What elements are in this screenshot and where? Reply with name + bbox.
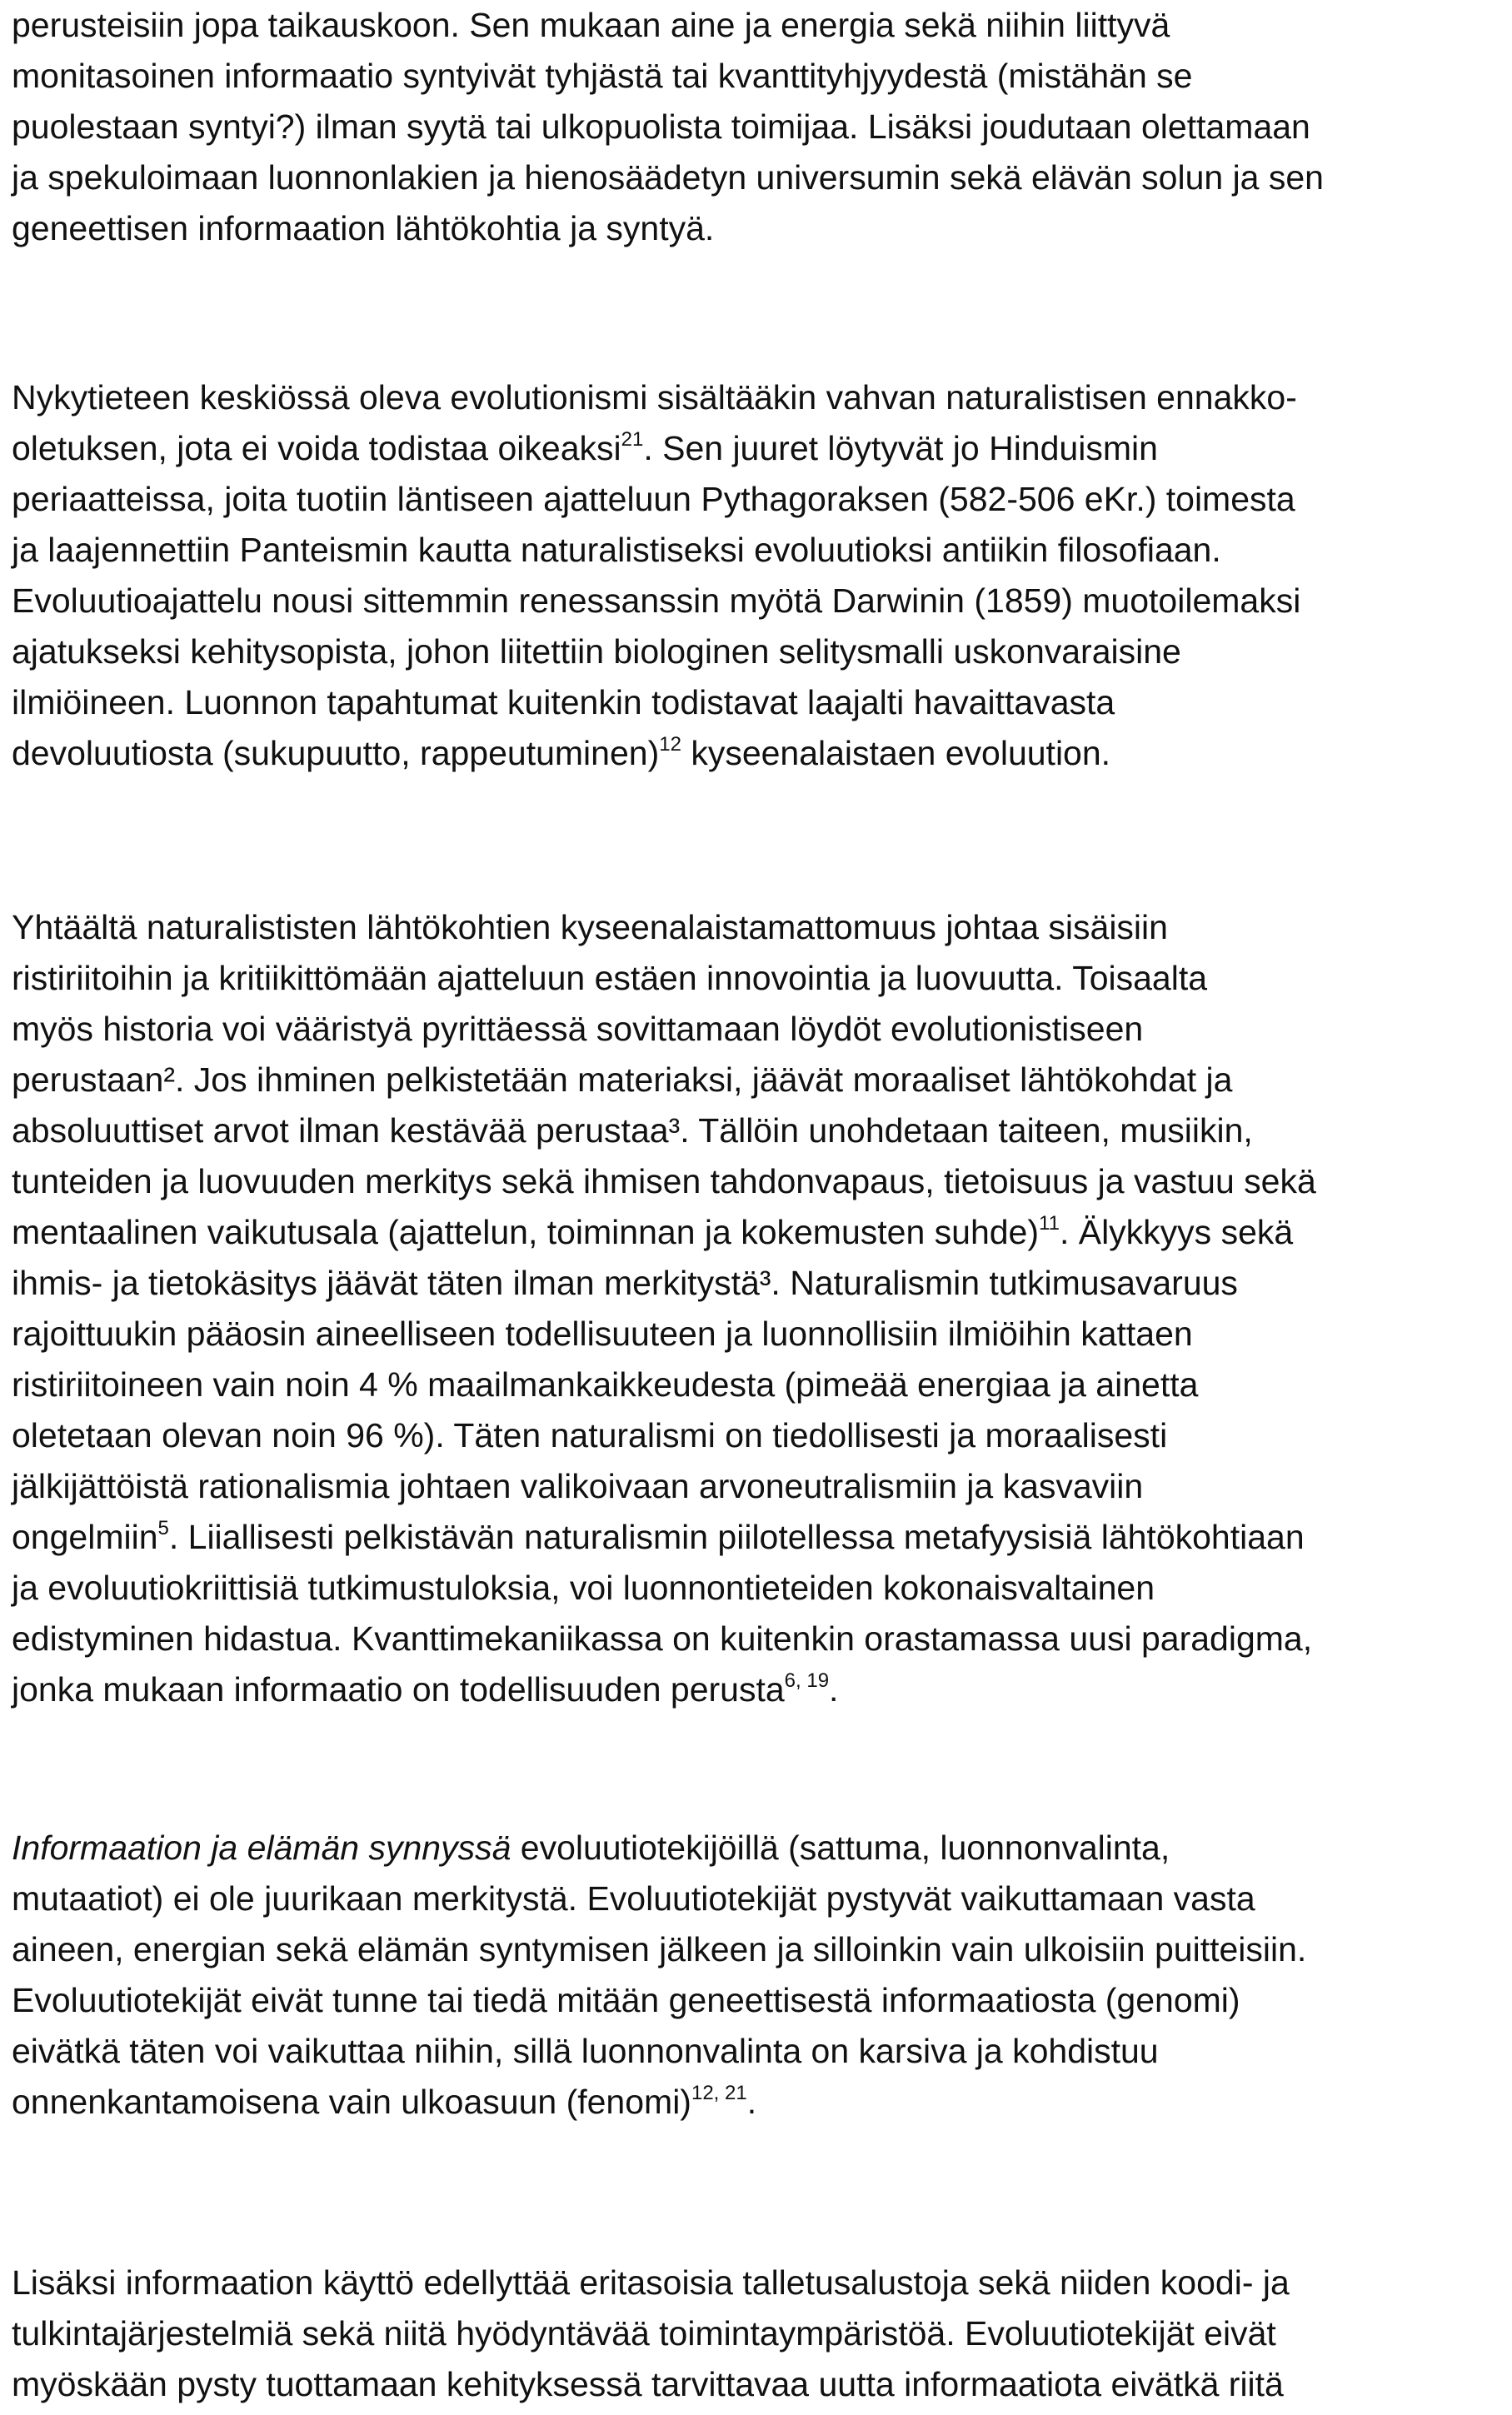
text-line: tulkintajärjestelmiä sekä niitä hyödyntävää toimintaympäristöä. Evoluutiotekijät eivät: [12, 2314, 1276, 2353]
text-line: ajatukseksi kehitysopista, johon liitettiin biologinen selitysmalli uskonvaraisine: [12, 632, 1181, 671]
text-line: aineen, energian sekä elämän syntymisen jälkeen ja silloinkin vain ulkoisiin puitteisiin.: [12, 1930, 1307, 1968]
text-segment: devoluutiosta (sukupuutto, rappeutuminen): [12, 734, 660, 772]
text-line: [12, 423, 1300, 474]
text-line: eivätkä täten voi vaikuttaa niihin, sillä luonnonvalinta on karsiva ja kohdistuu: [12, 2032, 1159, 2070]
text-line: monitasoinen informaatio syntyivät tyhjästä tai kvanttityhjyydestä (mistähän se: [12, 57, 1193, 95]
text-line: ilmiöineen. Luonnon tapahtumat kuitenkin todistavat laajalti havaittavasta: [12, 683, 1115, 721]
text-line: tunteiden ja luovuuden merkitys sekä ihmisen tahdonvapaus, tietoisuus ja vastuu sekä: [12, 1162, 1316, 1200]
text-line: periaatteissa, joita tuotiin läntiseen ajatteluun Pythagoraksen (582-506 eKr.) toimesta: [12, 480, 1295, 518]
text-line: [12, 1512, 1316, 1563]
text-line: ihmis- ja tietokäsitys jäävät täten ilman merkitystä³. Naturalismin tutkimusavaruus: [12, 1264, 1238, 1302]
footnote-reference: 5: [157, 1517, 169, 1539]
text-line: [12, 1664, 1316, 1715]
text-segment: ongelmiin: [12, 1518, 158, 1556]
text-segment: . Älykkyys sekä: [1059, 1213, 1294, 1251]
text-line: [12, 1823, 1306, 1874]
text-segment: . Sen juuret löytyvät jo Hinduismin: [643, 429, 1158, 467]
text-line: puolestaan syntyi?) ilman syytä tai ulkopuolista toimijaa. Lisäksi joudutaan olettamaan: [12, 107, 1310, 146]
text-line: jälkijättöistä rationalismia johtaen valikoivaan arvoneutralismiin ja kasvaviin: [12, 1467, 1144, 1505]
paragraph-4: [12, 1823, 1306, 2128]
footnote-reference: 11: [1039, 1212, 1060, 1235]
text-segment: .: [829, 1670, 839, 1709]
paragraph-3: [12, 902, 1316, 1715]
text-line: Evoluutiotekijät eivät tunne tai tiedä mitään geneettisestä informaatiosta (genomi): [12, 1981, 1240, 2019]
text-line: mutaatiot) ei ole juurikaan merkitystä. Evoluutiotekijät pystyvät vaikuttamaan vasta: [12, 1879, 1255, 1918]
text-line: [12, 2077, 1306, 2128]
text-line: ja laajennettiin Panteismin kautta naturalistiseksi evoluutioksi antiikin filosofiaan.: [12, 531, 1221, 569]
footnote-reference: 6, 19: [784, 1669, 830, 1692]
text-line: oletetaan olevan noin 96 %). Täten naturalismi on tiedollisesti ja moraalisesti: [12, 1416, 1168, 1454]
text-segment: onnenkantamoisena vain ulkoasuun (fenomi): [12, 2083, 691, 2121]
text-line: myös historia voi vääristyä pyrittäessä sovittamaan löydöt evolutionistiseen: [12, 1010, 1144, 1048]
text-segment: . Liiallisesti pelkistävän naturalismin piilotellessa metafyysisiä lähtökohtiaan: [168, 1518, 1305, 1556]
text-line: [12, 728, 1300, 779]
text-line: ristiriitoihin ja kritiikittömään ajatteluun estäen innovointia ja luovuutta. Toisaalta: [12, 959, 1208, 997]
text-line: rajoittuukin pääosin aineelliseen todellisuuteen ja luonnollisiin ilmiöihin kattaen: [12, 1315, 1193, 1353]
text-line: myöskään pysty tuottamaan kehityksessä tarvittavaa uutta informaatiota eivätkä riitä: [12, 2365, 1284, 2403]
text-segment: jonka mukaan informaatio on todellisuuden perusta: [12, 1670, 785, 1709]
footnote-reference: 21: [621, 428, 644, 451]
text-line: absoluuttiset arvot ilman kestävää perustaa³. Tällöin unohdetaan taiteen, musiikin,: [12, 1111, 1253, 1150]
text-line: geneettisen informaation lähtökohtia ja syntyä.: [12, 209, 715, 247]
text-line: ja evoluutiokriittisiä tutkimustuloksia, voi luonnontieteiden kokonaisvaltainen: [12, 1569, 1155, 1607]
footnote-reference: 12: [659, 733, 681, 756]
text-line: Yhtäältä naturalististen lähtökohtien kyseenalaistamattomuus johtaa sisäisiin: [12, 908, 1168, 946]
text-segment: kyseenalaistaen evoluution.: [681, 734, 1111, 772]
text-segment: mentaalinen vaikutusala (ajattelun, toiminnan ja kokemusten suhde): [12, 1213, 1040, 1251]
text-segment: .: [746, 2083, 757, 2121]
text-line: Nykytieteen keskiössä oleva evolutionismi sisältääkin vahvan naturalistisen ennakko-: [12, 378, 1297, 417]
paragraph-2: [12, 372, 1300, 779]
text-line: perusteisiin jopa taikauskoon. Sen mukaan aine ja energia sekä niihin liittyvä: [12, 6, 1170, 44]
text-segment: evoluutiotekijöillä (sattuma, luonnonvalinta,: [511, 1829, 1170, 1867]
paragraph-1: [12, 0, 1324, 254]
footnote-reference: 12, 21: [691, 2082, 747, 2104]
text-line: ja spekuloimaan luonnonlakien ja hienosäädetyn universumin sekä elävän solun ja sen: [12, 158, 1324, 197]
paragraph-5: [12, 2258, 1290, 2410]
italic-phrase: Informaation ja elämän synnyssä: [12, 1829, 511, 1867]
text-segment: oletuksen, jota ei voida todistaa oikeaksi: [12, 429, 621, 467]
text-line: ristiriitoineen vain noin 4 % maailmankaikkeudesta (pimeää energiaa ja ainetta: [12, 1365, 1199, 1404]
text-line: perustaan². Jos ihminen pelkistetään materiaksi, jäävät moraaliset lähtökohdat ja: [12, 1060, 1233, 1099]
text-line: Lisäksi informaation käyttö edellyttää eritasoisia talletusalustoja sekä niiden koodi- ja: [12, 2263, 1290, 2302]
text-line: [12, 1207, 1316, 1258]
text-line: Evoluutioajattelu nousi sittemmin renessanssin myötä Darwinin (1859) muotoilemaksi: [12, 581, 1301, 620]
text-line: edistyminen hidastua. Kvanttimekaniikassa on kuitenkin orastamassa uusi paradigma,: [12, 1619, 1313, 1658]
